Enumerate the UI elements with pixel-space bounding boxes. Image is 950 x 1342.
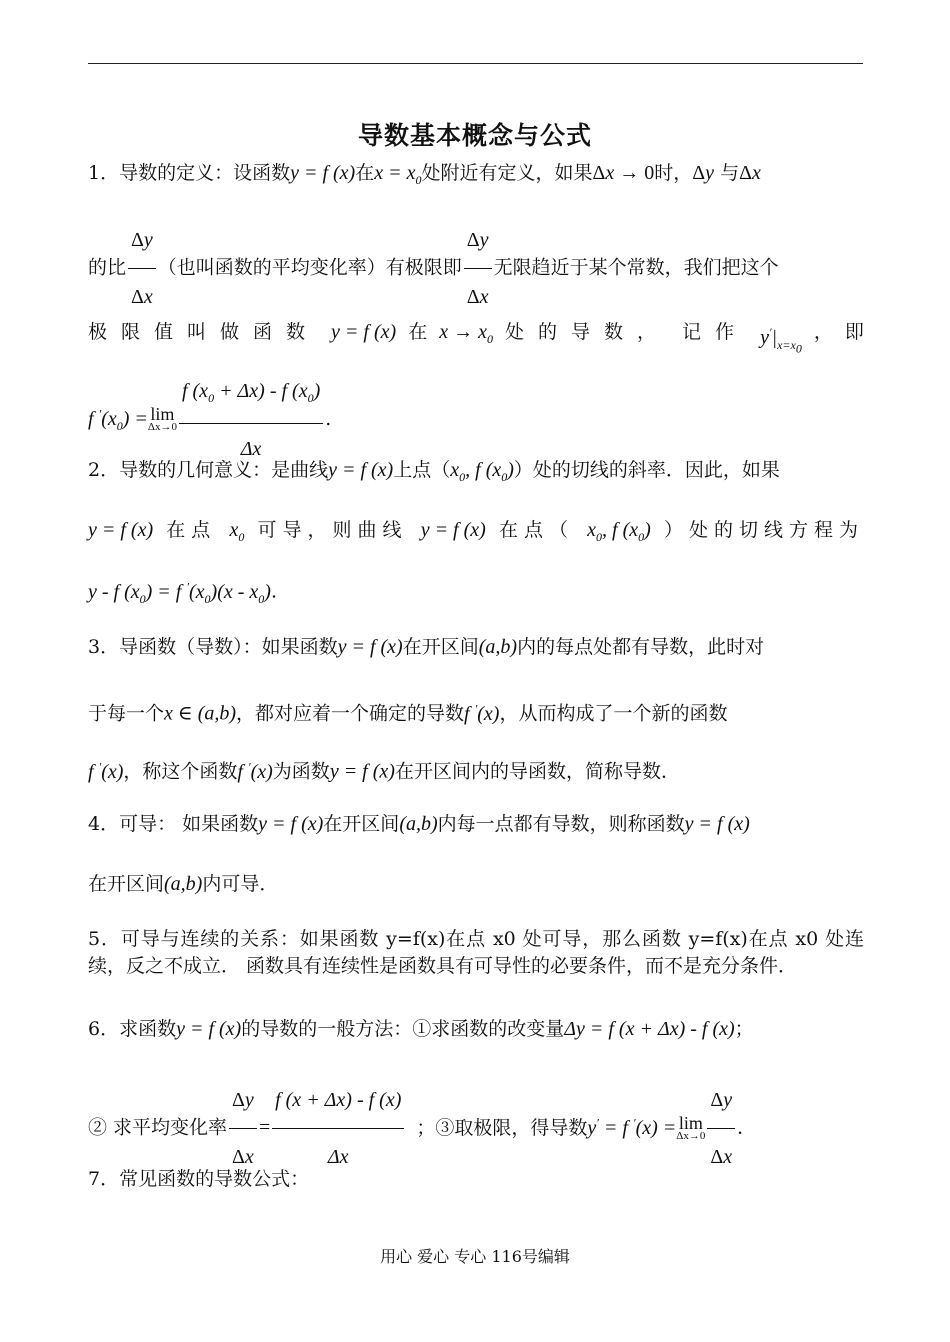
s3-line3: f ′(x)，称这个函数f ′(x)为函数y = f (x)在开区间内的导函数，简称导数． (88, 759, 680, 783)
s6-line1: 6．求函数y = f (x)的导数的一般方法：①求函数的改变量Δy = f (x + Δx) - f (x)； (88, 1018, 754, 1040)
s5-paragraph: 5．可导与连续的关系：如果函数 y=f(x)在点 x0 处可导，那么函数 y=f(x)在点 x0 处连续，反之不成立． 函数具有连续性是函数具有可导性的必要条件，而不是充分条件． (88, 928, 864, 977)
s3-line1: 3．导函数（导数）：如果函数y = f (x)在开区间(a,b)内的每点处都有导数，此时对 (88, 636, 765, 658)
s7-heading: 7．常见函数的导数公式： (88, 1168, 310, 1190)
s1-line3: 极限值叫做函数 y = f (x) 在 $x \to x_0$ 处的导数， 记作 $y'|_{x=x_0}$ ， 即 (88, 321, 864, 356)
s2-line2: y = f (x) 在点 $x_0$ 可导，则曲线 y = f (x) 在点（ $x_0$, f $(x_0)$ ）处的切线方程为 (88, 519, 864, 544)
s4-line2: 在开区间(a,b)内可导． (88, 873, 279, 895)
page-footer: 用心 爱心 专心 116号编辑 (380, 1247, 570, 1266)
s2-tangent-equation: y - f $(x_0) = f$ $'(x_0)(x - x_0)$. (88, 579, 277, 606)
s2-line1: 2．导数的几何意义：是曲线y = f (x)上点（$x_0$, f $(x_0)$）处的切线的斜率．因此，如果 (88, 459, 780, 484)
s1-line1: 1．导数的定义：设函数y = f (x)在$x = x_0$处附近有定义，如果Δx → 0时，Δy 与Δx (88, 162, 761, 187)
s6-line2: ② 求平均变化率 $\frac{\Delta y}{\Delta x}$ = $\frac{f (x + \Delta x) - f (x)}{\Delta x}$ ；③取极限，得导数y′ = f ′(x) = lim Δx→0 $\frac{\Delta y}{\Delta x}$ ． (88, 1072, 864, 1185)
s1-line2: 的比 $\frac{\Delta y}{\Delta x}$ （也叫函数的平均变化率）有极限即 $\frac{\Delta y}{\Delta x}$ 无限趋近于某个常数，我们把这个 (88, 212, 864, 325)
s1-formula: f $'(x_0) = \lim$ Δx→0 $\frac{f (x_0 + \Delta x) - f (x_0)}{\Delta x}$ . (88, 366, 864, 474)
fraction-dy-dx: $\frac{\Delta y}{\Delta x}$ (464, 212, 492, 325)
s4-line1: 4．可导： 如果函数y = f (x)在开区间(a,b)内每一点都有导数，则称函数y = f (x) (88, 813, 750, 835)
header-rule (88, 63, 863, 64)
page-title: 导数基本概念与公式 (357, 121, 592, 150)
s3-line2: 于每一个x ∈ (a,b)，都对应着一个确定的导数f ′(x)，从而构成了一个新的函数 (88, 701, 728, 725)
fraction-dy-dx: $\frac{\Delta y}{\Delta x}$ (128, 212, 156, 325)
